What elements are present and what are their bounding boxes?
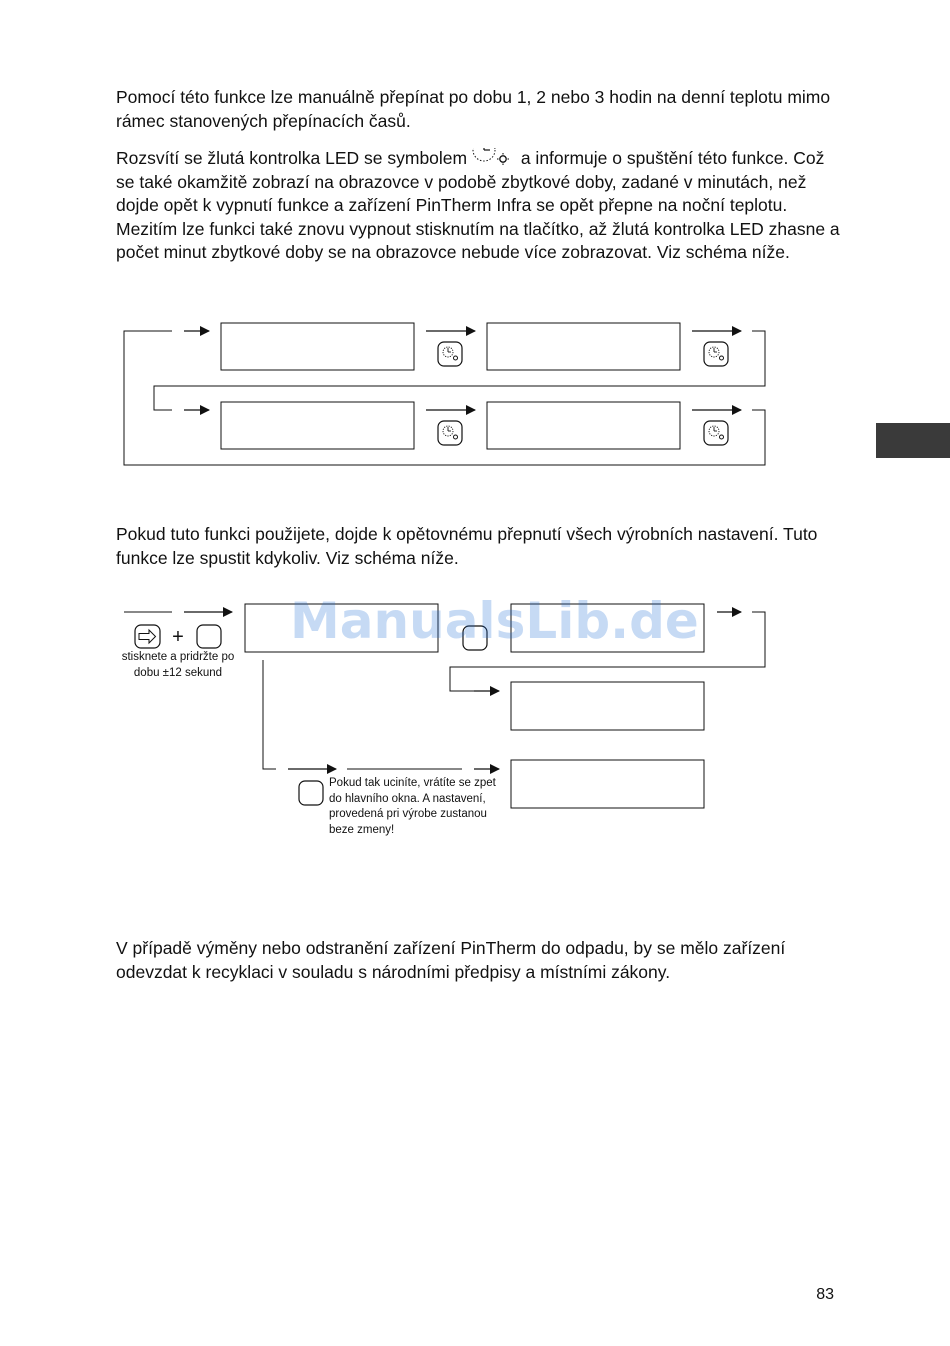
reset-screen-4 xyxy=(511,760,704,808)
led-text-after: a informuje o spuštění této funkce. Což se také okamžitě zobrazí na obrazovce v podobě zbytkové doby, zadané v minutách, než dojde opět k vypnutí funkce a zařízení PinTherm Infra se opět přepne na noční teplotu. Mezitím lze funkci také znovu vypnout stisknutím na tlačítko, až žlutá kontrolka LED zhasne a počet minut zbytkové doby se na obrazovce nebude více zobrazovat. Viz schéma níže. xyxy=(116,148,840,262)
arrow-right-button-icon xyxy=(135,625,160,648)
recycling-paragraph: V případě výměny nebo odstranění zařízení PinTherm do odpadu, by se mělo zařízení odevzdat k recyklaci v souladu s národními předpisy a místními zákony. xyxy=(116,938,786,982)
led-text-before: Rozsvítí se žlutá kontrolka LED se symbolem xyxy=(116,148,472,168)
intro-paragraph: Pomocí této funkce lze manuálně přepínat po dobu 1, 2 nebo 3 hodin na denní teplotu mimo rámec stanovených přepínacích časů. xyxy=(116,87,831,131)
reset-screen-3 xyxy=(511,682,704,730)
reset-paragraph: Pokud tuto funkci použijete, dojde k opětovnému přepnutí všech výrobních nastavení. Tuto funkce lze spustit kdykoliv. Viz schéma níže. xyxy=(116,524,818,568)
blank-button-icon xyxy=(299,781,323,805)
plus-sign: + xyxy=(172,626,184,648)
press-hold-note: stisknete a pridržte po dobu ±12 sekund xyxy=(121,651,235,679)
blank-button-icon xyxy=(197,625,221,648)
page-number: 83 xyxy=(816,1286,834,1303)
watermark: ManualsLib.de xyxy=(290,592,699,650)
return-main-window-note: Pokud tak uciníte, vrátíte se zpet do hlavního okna. A nastavení, provedená pri výrobe zustanou beze zmeny! xyxy=(329,777,496,836)
